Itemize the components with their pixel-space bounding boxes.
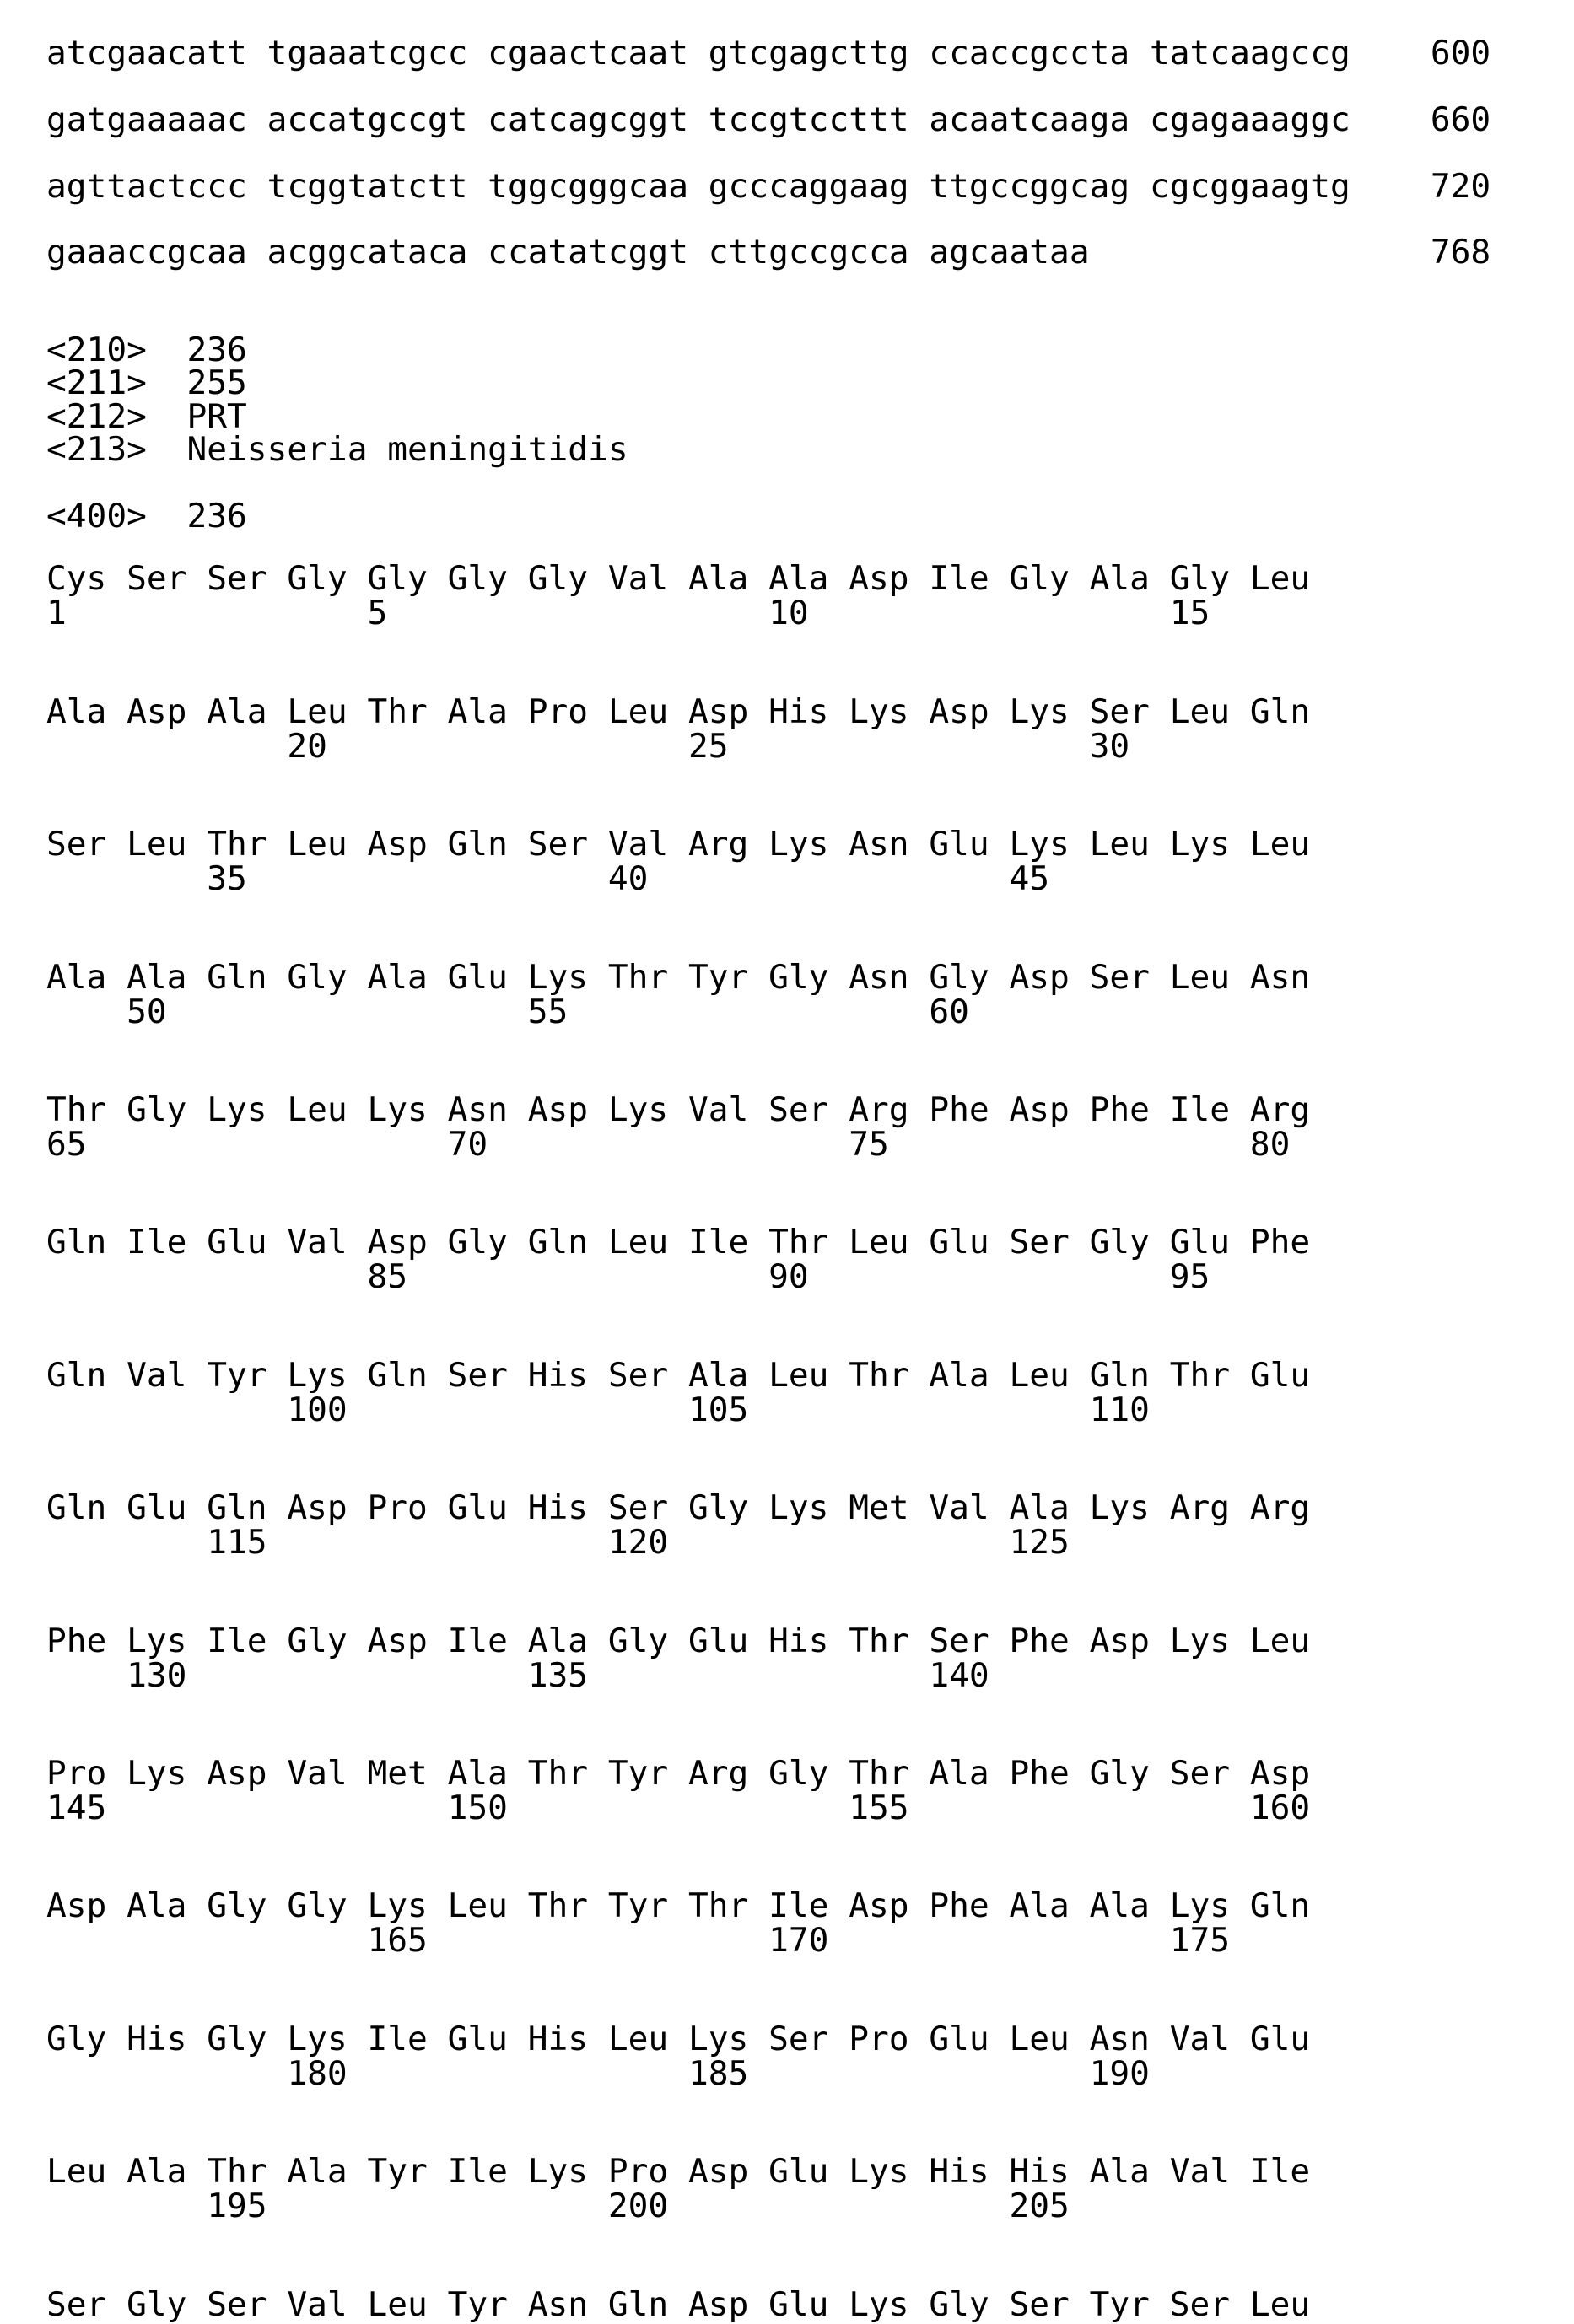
- sequence-metadata-section: [46, 330, 1574, 535]
- protein-block: [46, 1223, 1574, 1297]
- dna-sequence-line: [46, 34, 1574, 73]
- protein-block: [46, 1355, 1574, 1429]
- protein-block: [46, 825, 1574, 899]
- metadata-value: 236: [186, 330, 247, 369]
- metadata-row-210: [46, 330, 1574, 369]
- protein-position-numbers-line: 115 120 125: [46, 1523, 1070, 1563]
- metadata-tag: <210>: [46, 330, 147, 369]
- protein-block: [46, 691, 1574, 766]
- protein-residues-line: Pro Lys Asp Val Met Ala Thr Tyr Arg Gly Thr Ala Phe Gly Ser Asp: [46, 1754, 1311, 1794]
- protein-position-numbers-line: 100 105 110: [46, 1390, 1150, 1429]
- metadata-value: 255: [186, 363, 247, 403]
- dna-sequence-text: atcgaacatt tgaaatcgcc cgaactcaat gtcgagcttg ccaccgccta tatcaagccg: [46, 34, 1350, 73]
- protein-block: [46, 559, 1574, 633]
- metadata-tag: <212>: [46, 396, 147, 436]
- dna-position-number: 768: [1430, 233, 1491, 272]
- protein-block: [46, 1886, 1574, 1961]
- protein-position-numbers-line: 195 200 205: [46, 2187, 1070, 2226]
- metadata-row-213: [46, 430, 1574, 470]
- protein-block: [46, 2019, 1574, 2093]
- dna-sequence-line: [46, 166, 1574, 206]
- protein-block: [46, 2284, 1574, 2324]
- dna-sequence-line: [46, 233, 1574, 272]
- protein-position-numbers-line: 180 185 190: [46, 2053, 1150, 2093]
- metadata-value: 236: [186, 497, 247, 535]
- dna-sequence-text: agttactccc tcggtatctt tggcgggcaa gcccaggaag ttgccggcag cgcggaagtg: [46, 166, 1350, 206]
- protein-block: [46, 1090, 1574, 1165]
- protein-sequence-section: [46, 559, 1574, 2324]
- protein-residues-line: Thr Gly Lys Leu Lys Asn Asp Lys Val Ser Arg Phe Asp Phe Ile Arg: [46, 1090, 1311, 1130]
- protein-residues-line: Ala Ala Gln Gly Ala Glu Lys Thr Tyr Gly Asn Gly Asp Ser Leu Asn: [46, 957, 1311, 997]
- protein-position-numbers-line: 165 170 175: [46, 1921, 1231, 1961]
- protein-position-numbers-line: 1 5 10 15: [46, 594, 1210, 633]
- dna-position-number: 720: [1430, 166, 1491, 206]
- dna-position-number: 600: [1430, 34, 1491, 73]
- dna-position-number: 660: [1430, 100, 1491, 139]
- protein-residues-line: Ser Leu Thr Leu Asp Gln Ser Val Arg Lys Asn Glu Lys Leu Lys Leu: [46, 825, 1311, 864]
- protein-residues-line: Gln Glu Gln Asp Pro Glu His Ser Gly Lys Met Val Ala Lys Arg Arg: [46, 1488, 1311, 1528]
- protein-position-numbers-line: 50 55 60: [46, 992, 969, 1031]
- protein-residues-line: Gln Ile Glu Val Asp Gly Gln Leu Ile Thr Leu Glu Ser Gly Glu Phe: [46, 1223, 1311, 1262]
- metadata-tag: <213>: [46, 430, 147, 470]
- protein-residues-line: Gln Val Tyr Lys Gln Ser His Ser Ala Leu Thr Ala Leu Gln Thr Glu: [46, 1355, 1311, 1395]
- metadata-row-212: [46, 396, 1574, 436]
- protein-block: [46, 1621, 1574, 1695]
- protein-residues-line: Cys Ser Ser Gly Gly Gly Gly Val Ala Ala Asp Ile Gly Ala Gly Leu: [46, 559, 1311, 599]
- protein-position-numbers-line: 20 25 30: [46, 726, 1130, 766]
- protein-block: [46, 957, 1574, 1031]
- protein-block: [46, 2152, 1574, 2226]
- metadata-row-400: [46, 497, 1574, 535]
- metadata-value: PRT: [186, 396, 247, 436]
- protein-position-numbers-line: 130 135 140: [46, 1655, 989, 1695]
- protein-residues-line: Ala Asp Ala Leu Thr Ala Pro Leu Asp His Lys Asp Lys Ser Leu Gln: [46, 691, 1311, 731]
- protein-residues-line: Leu Ala Thr Ala Tyr Ile Lys Pro Asp Glu Lys His His Ala Val Ile: [46, 2152, 1311, 2192]
- dna-sequence-line: [46, 100, 1574, 139]
- metadata-tag: <211>: [46, 363, 147, 403]
- metadata-tag: <400>: [46, 497, 147, 535]
- sequence-listing-page: [46, 34, 1574, 2324]
- protein-residues-line: Phe Lys Ile Gly Asp Ile Ala Gly Glu His Thr Ser Phe Asp Lys Leu: [46, 1621, 1311, 1660]
- dna-sequence-text: gaaaccgcaa acggcataca ccatatcggt cttgccgcca agcaataa: [46, 233, 1090, 272]
- dna-sequence-text: gatgaaaaac accatgccgt catcagcggt tccgtccttt acaatcaaga cgagaaaggc: [46, 100, 1350, 139]
- protein-residues-line: Ser Gly Ser Val Leu Tyr Asn Gln Asp Glu Lys Gly Ser Tyr Ser Leu: [46, 2284, 1311, 2324]
- protein-residues-line: Gly His Gly Lys Ile Glu His Leu Lys Ser Pro Glu Leu Asn Val Glu: [46, 2019, 1311, 2058]
- metadata-row-211: [46, 363, 1574, 403]
- protein-block: [46, 1488, 1574, 1563]
- protein-position-numbers-line: 85 90 95: [46, 1257, 1210, 1297]
- protein-position-numbers-line: 65 70 75 80: [46, 1125, 1291, 1165]
- protein-block: [46, 1754, 1574, 1828]
- protein-position-numbers-line: 35 40 45: [46, 859, 1050, 899]
- metadata-value: Neisseria meningitidis: [186, 430, 628, 470]
- dna-sequence-section: [46, 34, 1574, 272]
- protein-position-numbers-line: 145 150 155 160: [46, 1789, 1311, 1828]
- protein-residues-line: Asp Ala Gly Gly Lys Leu Thr Tyr Thr Ile Asp Phe Ala Ala Lys Gln: [46, 1886, 1311, 1926]
